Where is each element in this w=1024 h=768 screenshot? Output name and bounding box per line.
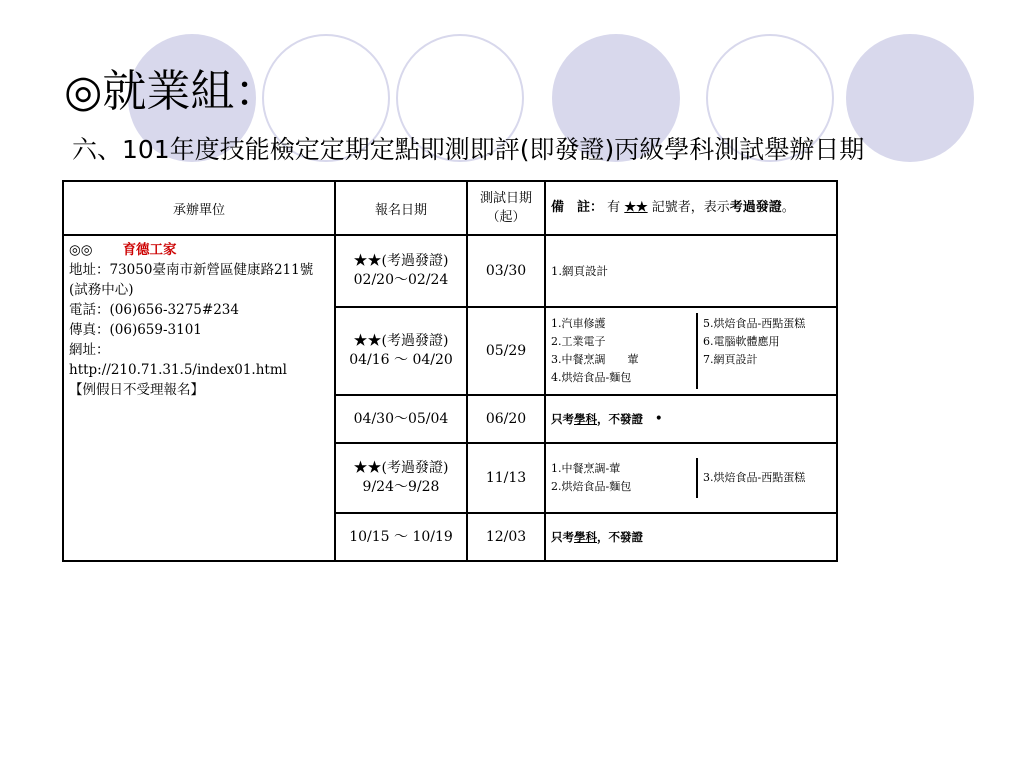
org-holiday-note: 【例假日不受理報名】 bbox=[69, 382, 204, 398]
note-dot: • bbox=[654, 411, 663, 427]
note-cell bbox=[545, 307, 837, 395]
reg-date-cell bbox=[335, 395, 467, 443]
note-cell bbox=[545, 513, 837, 561]
note-cell: 1.網頁設計 bbox=[545, 235, 837, 307]
note-underlined: 學科 bbox=[574, 412, 597, 426]
note-cell bbox=[545, 443, 837, 513]
note-right-list bbox=[698, 458, 810, 498]
schedule-table bbox=[62, 180, 838, 562]
list-item: 6.電腦軟體應用 bbox=[703, 335, 780, 348]
header-org: 承辦單位 bbox=[63, 181, 335, 235]
test-date-cell: 11/13 bbox=[467, 443, 545, 513]
header-registration: 報名日期 bbox=[335, 181, 467, 235]
reg-range: 10/15 ～ 10/19 bbox=[349, 528, 453, 545]
slide-title: ◎就業組： bbox=[64, 66, 279, 117]
reg-range: 04/16 ～ 04/20 bbox=[349, 352, 453, 368]
slide-subtitle: 六、101年度技能檢定定期定點即測即評(即發證)丙級學科測試舉辦日期 bbox=[72, 135, 865, 164]
deco-circle bbox=[846, 34, 974, 162]
note-post: ，不發證 bbox=[597, 530, 643, 544]
note-post: ，不發證 bbox=[597, 412, 643, 426]
note-left-list bbox=[546, 313, 698, 389]
reg-range: 9/24～9/28 bbox=[362, 479, 440, 495]
list-item: 1.汽車修護 bbox=[551, 317, 606, 330]
reg-date-cell bbox=[335, 513, 467, 561]
note-right-list bbox=[698, 313, 810, 389]
reg-range: 04/30～05/04 bbox=[353, 410, 449, 427]
reg-date-cell bbox=[335, 443, 467, 513]
reg-note: ★★(考過發證) bbox=[353, 333, 449, 349]
org-name: 育德工家 bbox=[122, 242, 177, 258]
list-item: 2.工業電子 bbox=[551, 335, 606, 348]
note-label: 備 註： bbox=[551, 200, 604, 215]
test-date-cell: 12/03 bbox=[467, 513, 545, 561]
header-note bbox=[545, 181, 837, 235]
test-date-cell: 03/30 bbox=[467, 235, 545, 307]
test-date-cell: 05/29 bbox=[467, 307, 545, 395]
note-text: 有 bbox=[607, 200, 621, 215]
note-pre: 只考 bbox=[551, 412, 574, 426]
org-address: 地址：73050臺南市新營區健康路211號(試務中心) bbox=[69, 262, 314, 298]
org-web-link[interactable]: http://210.71.31.5/index01.html bbox=[69, 362, 287, 378]
note-left-list bbox=[546, 458, 698, 498]
list-item: 2.烘焙食品-麵包 bbox=[551, 480, 632, 493]
note-text2: 記號者，表示 bbox=[651, 200, 730, 215]
note-end: 。 bbox=[781, 200, 795, 215]
list-item: 3.烘焙食品-西點蛋糕 bbox=[703, 471, 806, 484]
reg-date-cell bbox=[335, 235, 467, 307]
org-fax: 傳真：(06)659-3101 bbox=[69, 322, 202, 338]
list-item: 3.中餐烹調 葷 bbox=[551, 353, 639, 366]
note-stars: ★★ bbox=[624, 200, 648, 215]
org-web-label: 網址： bbox=[69, 342, 110, 358]
reg-note: ★★(考過發證) bbox=[353, 253, 449, 269]
header-test-date: 測試日期（起） bbox=[467, 181, 545, 235]
org-phone: 電話：(06)656-3275#234 bbox=[69, 302, 239, 318]
note-bold: 考過發證 bbox=[729, 200, 782, 215]
table-header-row bbox=[63, 181, 837, 235]
note-cell bbox=[545, 395, 837, 443]
list-item: 7.網頁設計 bbox=[703, 353, 758, 366]
list-item: 5.烘焙食品-西點蛋糕 bbox=[703, 317, 806, 330]
org-prefix: ◎◎ bbox=[69, 242, 93, 258]
table-row bbox=[63, 235, 837, 307]
list-item: 1.中餐烹調-葷 bbox=[551, 462, 621, 475]
list-item: 4.烘焙食品-麵包 bbox=[551, 371, 632, 384]
note-underlined: 學科 bbox=[574, 530, 597, 544]
note-pre: 只考 bbox=[551, 530, 574, 544]
reg-date-cell bbox=[335, 307, 467, 395]
reg-range: 02/20～02/24 bbox=[353, 272, 449, 288]
reg-note: ★★(考過發證) bbox=[353, 460, 449, 476]
org-cell bbox=[63, 235, 335, 561]
test-date-cell: 06/20 bbox=[467, 395, 545, 443]
